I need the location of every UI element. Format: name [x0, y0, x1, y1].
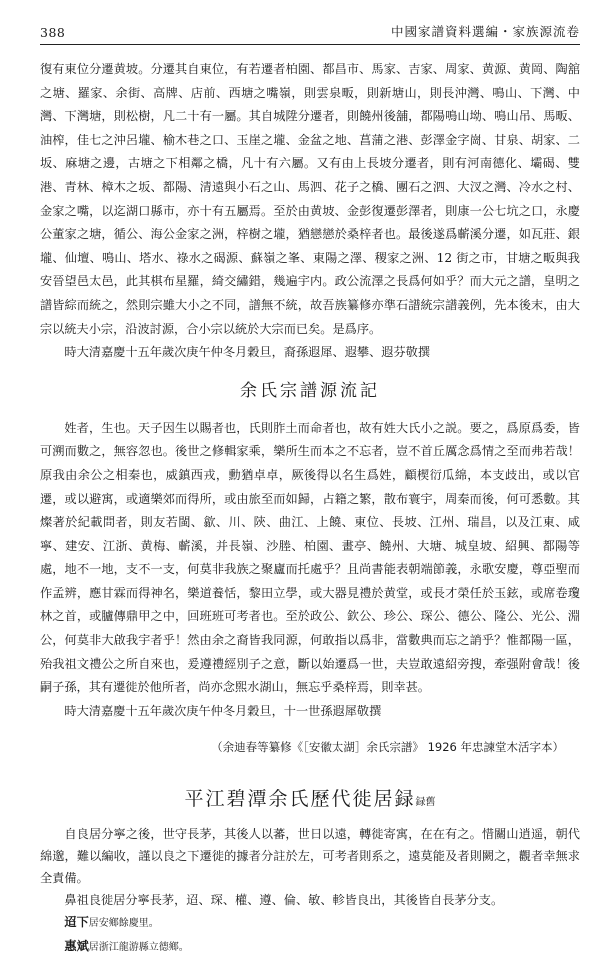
paragraph: 自良居分寧之後，世守長茅，其後人以蕃，世日以遠，轉徙寄寓，在在有之。惜關山逍遥，朝代綿邈，難以編收，謹以良之下遷徙的據者分註於左，可考者則系之，遠莫能及者則闕之，觀者幸無求全責備。 [40, 827, 580, 886]
section-title-text: 平江碧潭余氏歷代徙居録 [184, 788, 416, 811]
section-title-note: 録舊 [415, 797, 436, 809]
entry-name: 惠斌 [64, 939, 89, 954]
paragraph: 姓者，生也。天子因生以賜者也，氏則胙土而命者也，故有姓大氏小之説。要之，爲原爲委，皆可溯而數之，無容忽也。後世之修輯家乘，樂所生而本之不忘者，豈不首丘厲念爲情之至而弗若哉！原我由余公之相秦也，威鎮西戎，勳猶卓卓，厥後得以名生爲姓，顧楔衍瓜綿，本支歧出，或以官遷，或以避寓，或適樂郊而得所，或由旅至而如歸，占籍之繁，散布寰宇，周秦而後，何可悉數。其燦著於紀載問者，則友若閩、歙、川、陝、曲江、上饒、東位、長坡、江州、瑞昌，以及江東、咸寧、建安、江浙、黄梅、蘄溪，并長嶺、沙塍、柏園、畫亭、饒州、大塘、城皇坡、紹興、都陽等處，地不一地，支不一支，何莫非我族之聚廬而托處乎？且尚書能表朝端節義，永歌安慶，尊亞聖而作孟辨，應甘霖而得神名，樂道養恬，黎田立學，或大器見禮於黄堂，或長才榮任於玉鉉，或席卷瓊林之首，或臚傳鼎甲之中，回班班可考者也。至於政公、欽公、珍公、琛公、德公、隆公、光公、淵公，何莫非大啟我宇者乎！然由余之裔皆我同源，何敢指以爲非，當數典而忘之誚乎？惟都陽一區，殆我祖文禮公之所自來也，爰遵禮經別子之意，斷以始遷爲一世，夫豈敢遠紹旁搜，牽强附會哉！後嗣子孫，其有遷徙於他所者，尚亦念煕水湖山，無忘乎桑梓焉，則幸甚。 [40, 420, 580, 695]
section-migration-record [40, 775, 580, 959]
lineage-entry [40, 911, 580, 935]
page-number: 388 [40, 25, 66, 40]
section-title: 余氏宗譜源流記 [240, 380, 380, 400]
paragraph: 復有東位分遷黄坡。分遷其自東位，有若遷者柏園、都昌市、馬家、吉家、周家、黄源、黄岡、陶舘之塘、羅家、余街、高牌、店前、西塘之嘴嶺，則雲泉畈，則新塘山，則長沖灣、鳴山、下灣、中灣、下灣塘，則松樹，凡二十有一屬。其自城陞分遷者，則饒州後舖，都陽鳴山坳、鳴山吊、馬畈、油榨，佳七之沖呂壠、榆木巷之口、玉崖之壠、金盆之地、菖蒲之港、彭澤金字崗、甘泉、胡家、二坂、麻塘之邊，古塘之下相鄰之橋，凡十有六屬。又有由上長坡分遷者，則有河南德化、壩碣、雙港、青林、樟木之坂、都陽、清遠與小石之山、馬泗、花子之橋、團石之泗、大汊之灣、冷水之村、金家之嘴，以迄湖口縣市，亦十有五屬焉。至於由黄坡、金彭復遷彭澤者，則康一公七坑之口，永慶公董家之塘，循公、海公金家之洲，梓樹之壠，猶戀戀於桑梓者也。最後遂爲蘄溪分遷，如瓦莊、銀壠、仙壇、鳴山、塔水、祿水之碣源、蘇嶺之峯、東陽之澤、稷家之洲、12 街之市，甘塘之畈與我安晉望邑太邑，此其棋布星羅，綺交繡錯，幾遍宇内。政公流澤之長爲何如乎？而大元之譜，皇明之譜皆綜而統之，然則宗雖大小之不同，譜無不統，故吾族纂修亦準石譜統宗譜義例，先本後末，由大宗以統夫小宗，沿波討源，合小宗以統於大宗而已矣。是爲序。 [40, 62, 580, 336]
dateline: 時大清嘉慶十五年歲次庚午仲冬月穀旦，裔孫遐犀、遐攀、遐芬敬撰 [64, 345, 431, 360]
entry-note: 居浙江龍游縣立德鄉。 [88, 942, 189, 954]
dateline: 時大清嘉慶十五年歲次庚午仲冬月穀旦，十一世孫遐犀敬撰 [64, 703, 382, 718]
entry-note: 居安鄉餘慶里。 [88, 918, 159, 930]
page-body [40, 58, 580, 959]
section-preface-end [40, 58, 580, 365]
header-rule [40, 44, 580, 45]
section-origin-record [40, 365, 580, 724]
entry-name: 迢下 [64, 915, 89, 930]
running-header [40, 18, 580, 40]
source-citation: （余迪春等纂修《［安徽太湖］余氏宗譜》 1926 年忠諫堂木活字本） [211, 740, 564, 755]
lineage-entry [40, 935, 580, 959]
section-title [40, 775, 580, 823]
book-title: 中國家譜資料選編・家族源流卷 [390, 24, 580, 39]
paragraph: 鼻祖良徙居分寧長茅，迢、琛、權、遵、倫、敏、軫皆良出，其後皆自長茅分支。 [64, 893, 504, 908]
